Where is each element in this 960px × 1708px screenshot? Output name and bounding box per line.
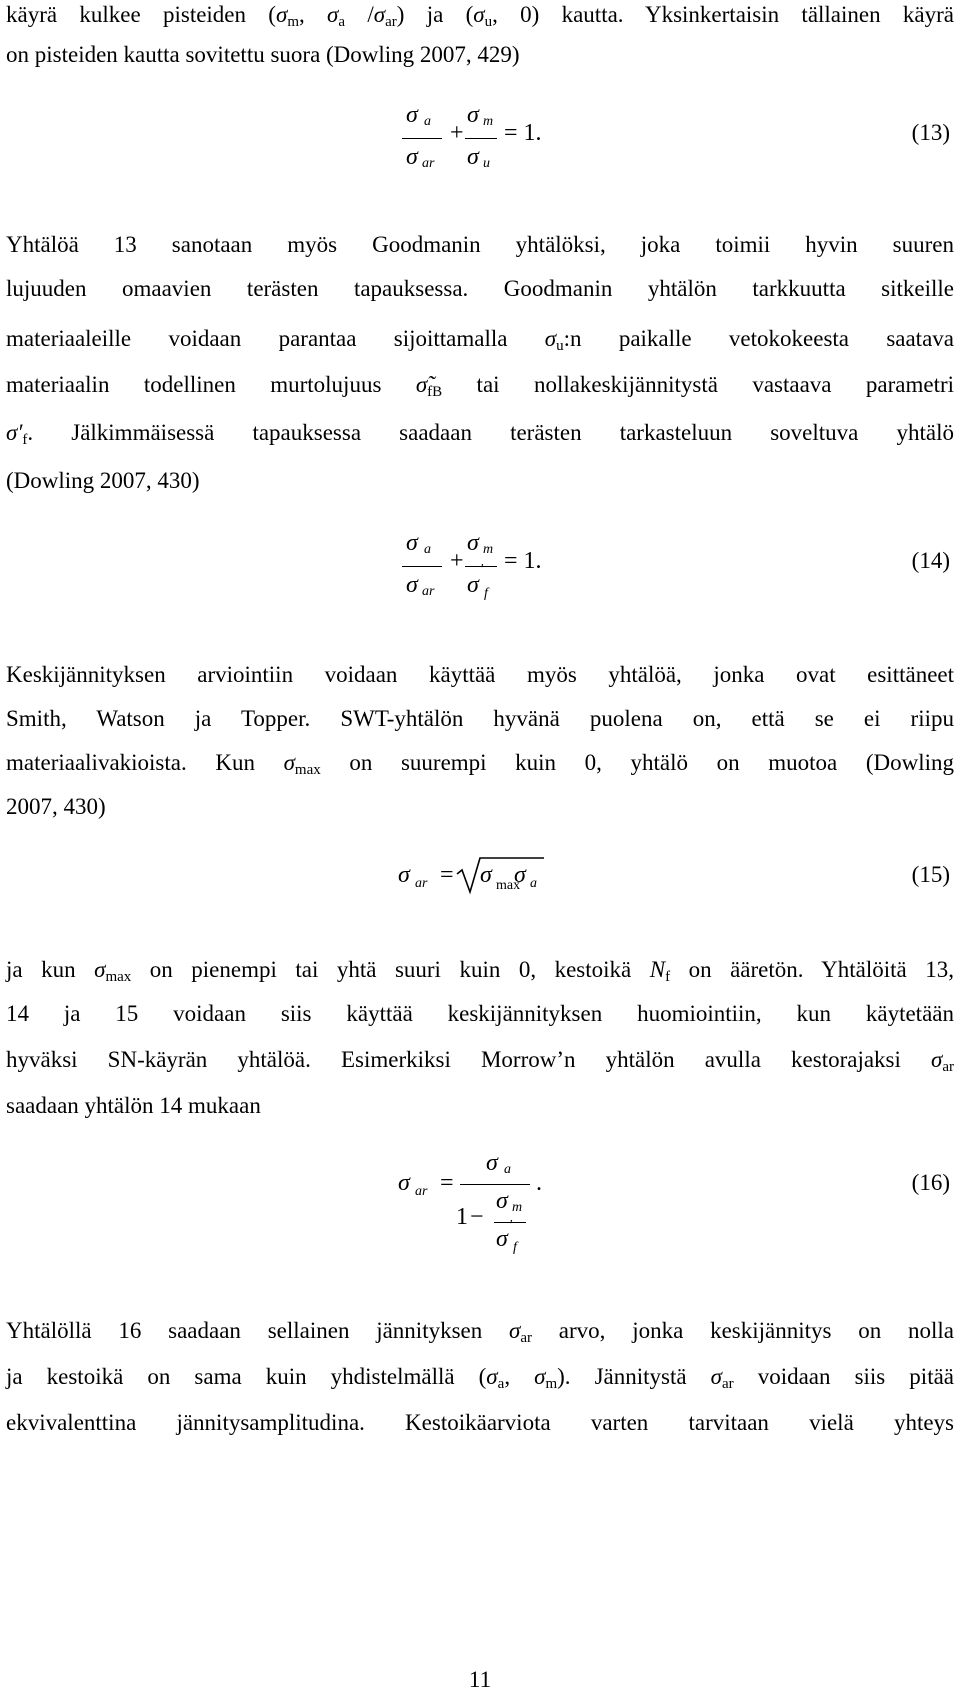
eq-prime: ' xyxy=(509,1218,512,1233)
text-run: ) ja ( xyxy=(396,2,474,27)
eq-subscript: ar xyxy=(422,584,435,599)
text-line xyxy=(6,1091,954,1121)
text-line xyxy=(6,1045,954,1075)
text-run: ja kun xyxy=(6,957,95,982)
text-run: on pienempi tai yhtä suuri kuin 0, kestoikä xyxy=(131,957,650,982)
text-line xyxy=(6,274,954,304)
subscript: f xyxy=(665,969,671,985)
subscript: a xyxy=(338,14,346,30)
eq-symbol: σ xyxy=(406,530,418,556)
subscript: m xyxy=(287,14,299,30)
equation-15 xyxy=(0,852,960,912)
eq-subscript: f xyxy=(513,1240,517,1255)
eq-subscript: a xyxy=(424,114,431,129)
text-run: , xyxy=(298,2,328,27)
eq-operator: + xyxy=(450,120,464,146)
text-run: on suurempi kuin 0, yhtälö on muotoa (Dowling xyxy=(320,750,954,775)
eq-subscript: a xyxy=(424,542,431,557)
eq-symbol: σ xyxy=(486,1150,498,1176)
subscript: f xyxy=(22,432,28,448)
page-number: 11 xyxy=(468,1667,492,1692)
eq-subscript: u xyxy=(483,156,490,171)
italic-symbol: σ xyxy=(486,1364,498,1389)
eq-symbol: σ xyxy=(467,102,479,128)
eq-number: 1 xyxy=(456,1204,468,1230)
text-run: hyväksi SN-käyrän yhtälöä. Esimerkiksi Morrow’n yhtälön avulla kestorajaksi xyxy=(6,1047,931,1072)
eq-symbol: σ xyxy=(398,1170,410,1196)
text-line xyxy=(6,40,954,70)
text-run: 2007, 430) xyxy=(6,794,106,819)
text-line xyxy=(6,370,954,400)
text-line xyxy=(6,660,954,690)
equation-16 xyxy=(0,1148,960,1268)
italic-symbol: N xyxy=(649,957,666,982)
italic-symbol: σ xyxy=(283,750,295,775)
text-run: 14 ja 15 voidaan siis käyttää keskijännityksen huomiointiin, kun käytetään xyxy=(6,1001,954,1026)
eq-symbol: σ xyxy=(514,862,526,888)
eq-subscript: a xyxy=(530,876,537,891)
eq-operator: − xyxy=(470,1204,484,1230)
text-run: arvo, jonka keskijännitys on nolla xyxy=(532,1318,954,1343)
equation-number: (13) xyxy=(911,120,950,145)
text-run: materiaalivakioista. Kun xyxy=(6,750,284,775)
eq-subscript: m xyxy=(483,114,494,129)
subscript: ar xyxy=(385,14,397,30)
text-run: Yhtälöä 13 sanotaan myös Goodmanin yhtälöksi, joka toimii hyvin suuren xyxy=(6,232,954,257)
text-line xyxy=(6,1316,954,1346)
eq-subscript: m xyxy=(512,1200,523,1215)
text-line xyxy=(6,955,954,985)
italic-symbol: σ xyxy=(275,2,288,27)
subscript: ar xyxy=(520,1330,533,1346)
eq-symbol: σ xyxy=(496,1188,508,1214)
equation-number: (16) xyxy=(911,1170,950,1195)
fraction-bar xyxy=(460,1184,530,1185)
subscript: max xyxy=(105,969,132,985)
text-run: / xyxy=(345,2,374,27)
eq-symbol: σ xyxy=(406,572,418,598)
eq-equals: = xyxy=(440,1170,454,1196)
eq-subscript: ar xyxy=(415,876,428,891)
text-line xyxy=(6,324,954,354)
subscript: ar xyxy=(722,1376,734,1392)
eq-subscript: ar xyxy=(415,1184,428,1199)
eq-symbol: σ xyxy=(467,530,479,556)
italic-symbol: σ xyxy=(327,2,339,27)
fraction-bar xyxy=(402,566,442,567)
text-run: lujuuden omaavien terästen tapauksessa. Goodmanin yhtälön tarkkuutta sitkeille xyxy=(6,276,954,301)
text-line xyxy=(6,1408,954,1438)
eq-prime: ' xyxy=(480,562,483,577)
subscript: m xyxy=(545,1376,558,1392)
text-line xyxy=(6,418,954,448)
italic-symbol: σ xyxy=(94,957,106,982)
eq-symbol: σ xyxy=(467,572,479,598)
subscript: u xyxy=(484,14,493,30)
text-line xyxy=(6,1362,954,1392)
fraction-bar xyxy=(465,138,497,139)
text-run: materiaalin todellinen murtolujuus xyxy=(6,372,416,397)
text-run: käyrä kulkee pisteiden ( xyxy=(6,2,276,27)
text-run: . Jälkimmäisessä tapauksessa saadaan terästen tarkasteluun soveltuva yhtälö xyxy=(27,420,954,445)
text-run: voidaan siis pitää xyxy=(733,1364,955,1389)
text-line xyxy=(6,0,954,30)
italic-symbol: σ′ xyxy=(6,420,23,445)
subscript: fB xyxy=(427,384,443,400)
subscript: u xyxy=(556,338,564,354)
equation-14 xyxy=(0,528,960,618)
equation-number: (14) xyxy=(911,548,950,573)
italic-symbol: σ xyxy=(931,1047,943,1072)
text-run: , 0) kautta. Yksinkertaisin tällainen käyrä xyxy=(492,2,954,27)
text-line xyxy=(6,748,954,778)
eq-symbol: σ xyxy=(406,102,418,128)
fraction-bar xyxy=(402,138,442,139)
eq-subscript: max xyxy=(496,878,521,893)
italic-symbol: σ xyxy=(509,1318,521,1343)
italic-symbol: σ xyxy=(710,1364,722,1389)
eq-period: . xyxy=(536,1170,542,1196)
eq-symbol: σ xyxy=(496,1226,508,1252)
text-line xyxy=(6,792,954,822)
equation-13 xyxy=(0,100,960,190)
italic-symbol: σ xyxy=(373,2,386,27)
italic-symbol: σ̃ xyxy=(415,372,428,397)
italic-symbol: σ xyxy=(473,2,485,27)
eq-subscript: f xyxy=(484,586,488,601)
text-line xyxy=(6,704,954,734)
eq-symbol: σ xyxy=(480,862,492,888)
eq-subscript: ar xyxy=(422,156,435,171)
eq-equals: = xyxy=(440,862,454,888)
text-run: ja kestoikä on sama kuin yhdistelmällä ( xyxy=(6,1364,487,1389)
subscript: ar xyxy=(942,1059,954,1075)
italic-symbol: σ xyxy=(534,1364,546,1389)
text-run: on ääretön. Yhtälöitä 13, xyxy=(670,957,954,982)
text-run: ). Jännitystä xyxy=(557,1364,711,1389)
eq-symbol: σ xyxy=(398,862,410,888)
text-run: (Dowling 2007, 430) xyxy=(6,468,200,493)
subscript: a xyxy=(497,1376,505,1392)
text-run: saadaan yhtälön 14 mukaan xyxy=(6,1093,261,1118)
text-run: :n paikalle vetokokeesta saatava xyxy=(563,326,954,351)
text-run: ekvivalenttina jännitysamplitudina. Kestoikäarviota varten tarvitaan vielä yhteys xyxy=(6,1410,954,1435)
eq-operator: + xyxy=(450,548,464,574)
eq-symbol: σ xyxy=(467,144,479,170)
text-run: materiaaleille voidaan parantaa sijoittamalla xyxy=(6,326,545,351)
text-line xyxy=(6,466,954,496)
text-run: Keskijännityksen arviointiin voidaan käyttää myös yhtälöä, jonka ovat esittäneet xyxy=(6,662,954,687)
text-run: Yhtälöllä 16 saadaan sellainen jännityksen xyxy=(6,1318,510,1343)
equation-number: (15) xyxy=(911,862,950,887)
text-run: , xyxy=(504,1364,535,1389)
text-run: Smith, Watson ja Topper. SWT-yhtälön hyvänä puolena on, että se ei riipu xyxy=(6,706,954,731)
italic-symbol: σ xyxy=(544,326,557,351)
eq-subscript: a xyxy=(504,1162,511,1177)
subscript: max xyxy=(294,762,321,778)
text-run: on pisteiden kautta sovitettu suora (Dowling 2007, 429) xyxy=(6,42,520,67)
eq-equals: = 1. xyxy=(504,548,542,574)
text-line xyxy=(6,230,954,260)
eq-subscript: m xyxy=(483,542,494,557)
eq-symbol: σ xyxy=(406,144,418,170)
eq-equals: = 1. xyxy=(504,120,542,146)
text-line xyxy=(6,999,954,1029)
text-run: tai nollakeskijännitystä vastaava parametri xyxy=(442,372,955,397)
